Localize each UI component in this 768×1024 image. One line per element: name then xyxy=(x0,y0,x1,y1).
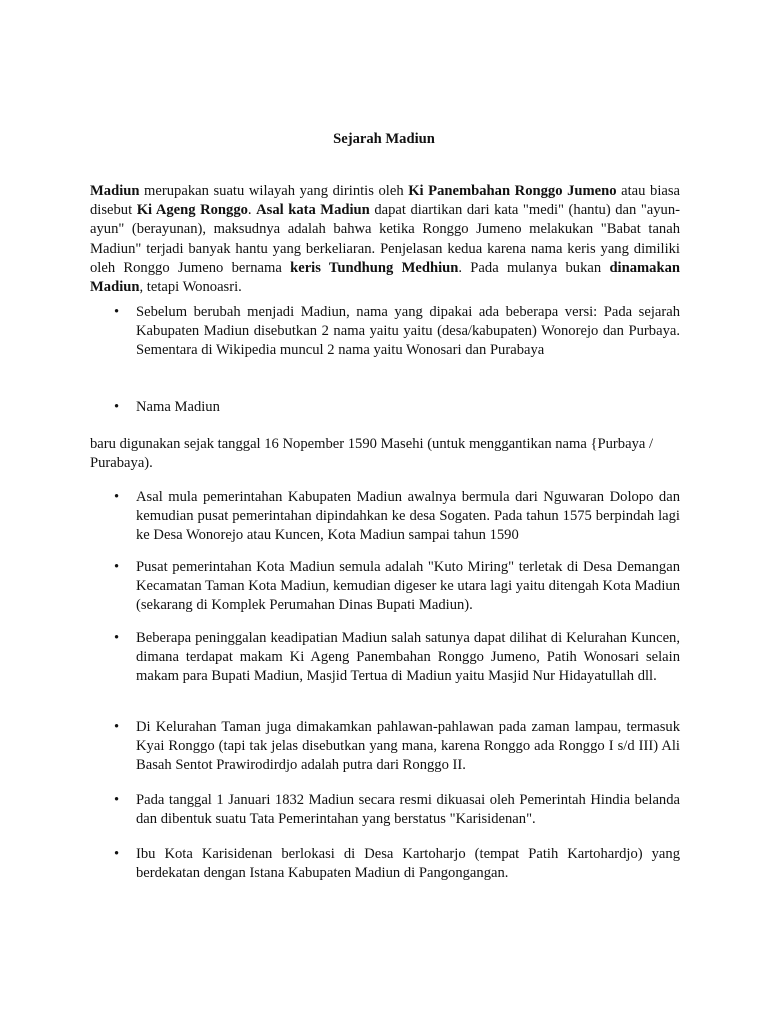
intro-text-2: atau biasa disebut xyxy=(90,183,681,219)
bullet-marker: • xyxy=(114,304,120,320)
bullet-marker: • xyxy=(114,559,120,575)
intro-paragraph xyxy=(90,182,680,297)
list-item-text: Pada tanggal 1 Januari 1832 Madiun secara resmi dikuasai oleh Pemerintah Hindia belanda dan dibentuk suatu Tata Pemerintahan yang berstatus "Karisidenan". xyxy=(136,792,680,828)
list-item-text: Beberapa peninggalan keadipatian Madiun salah satunya dapat dilihat di Kelurahan Kuncen, dimana terdapat makam Ki Ageng Panembahan Ronggo Jumeno, Patih Wonosari selain makam para Bupati Madiun, Masjid Tertua di Madiun yaitu Masjid Nur Hidayatullah dll. xyxy=(136,630,680,685)
intro-text-3: . xyxy=(247,202,257,219)
intro-bold-madiun: Madiun xyxy=(90,183,140,199)
list-item-text: Asal mula pemerintahan Kabupaten Madiun awalnya bermula dari Nguwaran Dolopo dan kemudian pusat pemerintahan dipindahkan ke desa Sogaten. Pada tahun 1575 berpindah lagi ke Desa Wonorejo atau Kuncen, Kota Madiun sampai tahun 1590 xyxy=(136,489,680,544)
intro-bold-asal-kata: Asal kata Madiun xyxy=(256,202,370,219)
intro-text-5: . Pada mulanya bukan xyxy=(458,259,610,276)
bullet-marker: • xyxy=(114,792,120,808)
intro-text-4: dapat diartikan dari kata "medi" (hantu) dan "ayun-ayun" (berayunan), maksudnya adalah bahwa ketika Ronggo Jumeno melakukan "Babat tanah Madiun" terjadi banyak hantu yang berkeliaran. Penjelasan kedua karena nama keris yang dimiliki oleh Ronggo Jumeno bernama xyxy=(90,202,680,276)
intro-bold-ki-panembahan: Ki Panembahan Ronggo Jumeno xyxy=(408,183,617,199)
list-item-text: Nama Madiun xyxy=(136,399,220,415)
intro-text-6: , tetapi Wonoasri. xyxy=(139,279,242,296)
bullet-marker: • xyxy=(114,630,120,646)
bullet-marker: • xyxy=(114,399,120,415)
intro-bold-keris: keris Tundhung Medhiun xyxy=(290,259,459,276)
list-item-text: Sebelum berubah menjadi Madiun, nama yang dipakai ada beberapa versi: Pada sejarah Kabupaten Madiun disebutkan 2 nama yaitu yaitu (desa/kabupaten) Wonorejo dan Purbaya. Sementara di Wikipedia muncul 2 nama yaitu Wonosari dan Purabaya xyxy=(136,304,680,359)
bullet-marker: • xyxy=(114,846,120,862)
list-item-text: Pusat pemerintahan Kota Madiun semula adalah "Kuto Miring" terletak di Desa Demangan Kecamatan Taman Kota Madiun, kemudian digeser ke utara lagi yaitu ditengah Kota Madiun (sekarang di Komplek Perumahan Dinas Bupati Madiun). xyxy=(136,559,680,614)
intro-text-1: merupakan suatu wilayah yang dirintis oleh xyxy=(139,183,409,199)
document-title: Sejarah Madiun xyxy=(333,131,435,147)
intro-bold-ki-ageng: Ki Ageng Ronggo xyxy=(136,202,248,219)
list-item-text: Di Kelurahan Taman juga dimakamkan pahlawan-pahlawan pada zaman lampau, termasuk Kyai Ronggo (tapi tak jelas disebutkan yang mana, karena Ronggo ada Ronggo I s/d III) Ali Basah Sentot Prawirodirdjo adalah putra dari Ronggo II. xyxy=(136,719,680,774)
bullet-marker: • xyxy=(114,489,120,505)
continuation-paragraph: baru digunakan sejak tanggal 16 Nopember 1590 Masehi (untuk menggantikan nama {Purbaya / Purabaya). xyxy=(90,436,654,472)
bullet-marker: • xyxy=(114,719,120,735)
list-item-text: Ibu Kota Karisidenan berlokasi di Desa Kartoharjo (tempat Patih Kartohardjo) yang berdekatan dengan Istana Kabupaten Madiun di Pangongangan. xyxy=(136,846,680,882)
intro-bold-dinamakan: dinamakan Madiun xyxy=(90,259,681,296)
